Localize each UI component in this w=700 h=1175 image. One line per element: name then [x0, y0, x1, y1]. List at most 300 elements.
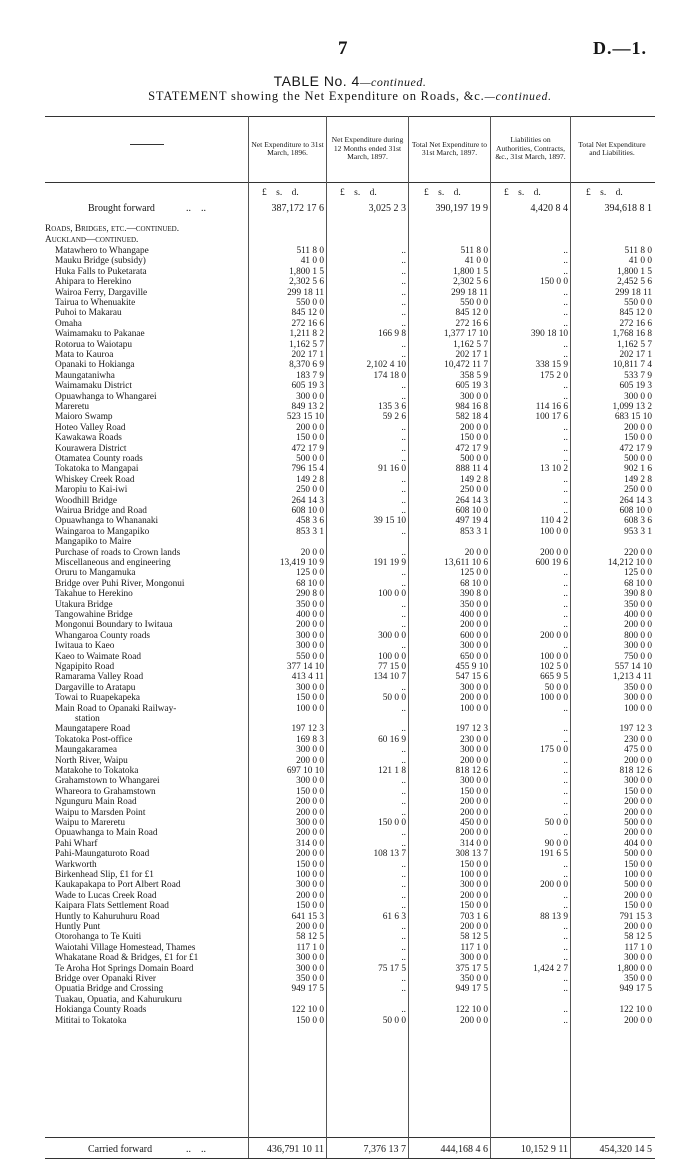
row-value: ..	[401, 828, 406, 839]
row-label: Pahi Wharf	[55, 838, 98, 849]
table-row	[0, 704, 700, 714]
row-value: ..	[563, 246, 568, 256]
row-value: ..	[401, 942, 406, 953]
row-value: 175 0 0	[540, 745, 568, 756]
row-label: Bridge over Opanaki River	[55, 974, 156, 984]
row-value: 100 0 0	[296, 870, 324, 880]
table-row	[0, 839, 700, 849]
header-dash	[130, 144, 164, 145]
table-row	[0, 683, 700, 693]
row-value: 200 0 0	[460, 422, 488, 433]
row-value: 200 0 0	[460, 828, 488, 839]
header-bottom-rule	[45, 182, 655, 183]
row-value: 200 0 0	[460, 890, 488, 901]
table-row	[0, 444, 700, 454]
row-label: Waimamaku District	[55, 381, 132, 392]
row-label: North River, Waipu	[55, 755, 128, 766]
table-row	[0, 922, 700, 932]
row-label: Tangowahine Bridge	[55, 610, 133, 620]
row-value: 350 0 0	[296, 974, 324, 984]
row-value: 605 19 3	[455, 381, 488, 392]
row-value: 8,370 6 9	[289, 360, 324, 371]
row-value: 375 17 5	[455, 963, 488, 974]
row-label: Opuawhanga to Main Road	[55, 828, 158, 839]
row-value: ..	[401, 350, 406, 360]
table-row	[0, 828, 700, 838]
table-row	[0, 735, 700, 745]
row-value: 125 0 0	[460, 568, 488, 579]
row-value: 150 0 0	[296, 1015, 324, 1026]
row-value: ..	[401, 880, 406, 891]
row-value: 308 13 7	[455, 849, 488, 860]
row-value: 100 0 0	[624, 703, 652, 714]
row-value: 183 7 9	[296, 370, 324, 381]
row-value: 264 14 3	[619, 495, 652, 506]
row-value: 272 16 6	[291, 318, 324, 329]
table-row	[0, 516, 700, 526]
row-value: ..	[563, 1015, 568, 1026]
row-value: 800 0 0	[624, 630, 652, 641]
row-value: 149 2 8	[624, 474, 652, 485]
unit-label: £ s. d.	[340, 188, 377, 198]
row-value: ..	[401, 391, 406, 402]
row-value: ..	[563, 589, 568, 600]
row-value: ..	[401, 422, 406, 433]
row-value: 455 9 10	[455, 662, 488, 672]
row-value: ..	[563, 922, 568, 932]
row-value: 500 0 0	[624, 818, 652, 828]
row-value: ..	[401, 755, 406, 766]
row-value: 58 12 5	[460, 932, 488, 943]
row-value: 197 12 3	[619, 724, 652, 735]
row-value: ..	[563, 807, 568, 818]
table-row	[0, 620, 700, 630]
row-value: 533 7 9	[624, 370, 652, 381]
row-label-continuation	[0, 714, 700, 724]
row-value: ..	[401, 682, 406, 693]
table-row	[0, 797, 700, 807]
row-value: 300 0 0	[624, 391, 652, 402]
row-value: 58 12 5	[624, 932, 652, 943]
row-value: 200 0 0	[460, 620, 488, 631]
row-value: ..	[563, 454, 568, 464]
row-value: 550 0 0	[460, 298, 488, 308]
row-label: Kawakawa Roads	[55, 433, 122, 444]
row-value: 200 0 0	[460, 807, 488, 818]
row-label: Waiotahi Village Homestead, Thames	[55, 942, 196, 953]
row-value: 200 0 0	[540, 880, 568, 891]
row-value: 300 0 0	[296, 391, 324, 402]
row-value: ..	[401, 890, 406, 901]
carried-forward-value: 436,791 10 11	[266, 1144, 324, 1155]
row-value: 125 0 0	[296, 568, 324, 579]
row-value: 100 0 0	[460, 703, 488, 714]
row-value: 683 15 10	[614, 412, 652, 423]
row-value: 75 17 5	[378, 963, 406, 974]
row-value: ..	[401, 433, 406, 444]
row-value: 14,212 10 0	[607, 558, 652, 568]
row-value: 100 0 0	[460, 870, 488, 880]
row-value: ..	[401, 870, 406, 880]
row-value: 350 0 0	[296, 599, 324, 610]
row-value: 845 12 0	[291, 308, 324, 319]
leader-dots: .. ..	[186, 1144, 206, 1155]
row-value: ..	[563, 953, 568, 964]
row-value: 853 3 1	[460, 526, 488, 537]
row-value: 90 0 0	[544, 838, 568, 849]
row-value: 1,099 13 2	[612, 402, 652, 412]
table-row	[0, 641, 700, 651]
table-row	[0, 600, 700, 610]
row-value: 1,162 5 7	[453, 339, 488, 350]
row-value: ..	[563, 620, 568, 631]
row-value: ..	[401, 339, 406, 350]
row-value: 605 19 3	[619, 381, 652, 392]
row-value: 220 0 0	[624, 547, 652, 558]
row-value: 200 0 0	[296, 422, 324, 433]
row-value: 390 8 0	[460, 589, 488, 600]
row-value: 122 10 0	[291, 1005, 324, 1016]
table-row	[0, 652, 700, 662]
table-row	[0, 288, 700, 298]
carried-forward-value: 454,320 14 5	[599, 1144, 652, 1155]
row-value: 300 0 0	[460, 953, 488, 964]
row-value: 100 0 0	[296, 703, 324, 714]
row-value: 200 0 0	[624, 1015, 652, 1026]
row-value: ..	[401, 901, 406, 912]
row-value: 77 15 0	[378, 662, 406, 672]
row-value: ..	[563, 298, 568, 308]
row-value: 272 16 6	[619, 318, 652, 329]
carried-forward-value: 10,152 9 11	[520, 1144, 568, 1155]
row-value: 150 0 0	[624, 901, 652, 912]
row-value: ..	[563, 870, 568, 880]
table-row	[0, 360, 700, 370]
table-row	[0, 381, 700, 391]
row-label: Birkenhead Slip, £1 for £1	[55, 870, 154, 880]
table-row	[0, 308, 700, 318]
row-value: 197 12 3	[455, 724, 488, 735]
row-value: 390 8 0	[624, 589, 652, 600]
row-value: ..	[401, 547, 406, 558]
col-header-total-net-exp-1897: Total Net Expenditure to 31st March, 1897.	[411, 139, 488, 157]
row-value: 20 0 0	[300, 547, 324, 558]
row-label: Whiskey Creek Road	[55, 474, 135, 485]
row-value: 150 0 0	[460, 859, 488, 870]
row-value: 582 18 4	[455, 412, 488, 423]
row-value: ..	[563, 495, 568, 506]
row-value: 121 1 8	[378, 766, 406, 776]
row-value: 497 19 4	[455, 516, 488, 527]
row-value: 100 0 0	[540, 651, 568, 662]
leader-dots: .. ..	[186, 203, 206, 214]
table-row	[0, 672, 700, 682]
row-value: 949 17 5	[619, 984, 652, 995]
row-value: 191 19 9	[373, 558, 406, 568]
row-value: 134 10 7	[373, 672, 406, 683]
row-label: Huntly to Kahuruhuru Road	[55, 911, 160, 922]
row-label: Opanaki to Hokianga	[55, 360, 135, 371]
table-row	[0, 433, 700, 443]
table-row	[0, 423, 700, 433]
row-value: 200 0 0	[540, 547, 568, 558]
row-value: ..	[563, 578, 568, 589]
row-value: 350 0 0	[624, 599, 652, 610]
row-value: 149 2 8	[460, 474, 488, 485]
row-value: 300 0 0	[296, 776, 324, 787]
row-value: 500 0 0	[624, 849, 652, 860]
row-label-line2: Mangapiko to Maire	[55, 537, 132, 548]
table-row	[0, 1016, 700, 1026]
carried-forward-label: Carried forward	[88, 1144, 153, 1155]
row-value: ..	[563, 797, 568, 808]
row-value: 272 16 6	[455, 318, 488, 329]
page-number: 7	[338, 38, 348, 59]
row-value: ..	[401, 786, 406, 797]
row-label: Mata to Kauroa	[55, 350, 114, 360]
table-row	[0, 454, 700, 464]
row-value: 608 10 0	[455, 506, 488, 516]
row-value: 197 12 3	[291, 724, 324, 735]
row-value: 169 8 3	[296, 734, 324, 745]
row-label: Waipu to Marsden Point	[55, 807, 146, 818]
row-value: ..	[563, 942, 568, 953]
row-value: 1,768 16 8	[612, 329, 652, 340]
table-row	[0, 974, 700, 984]
row-value: 500 0 0	[624, 880, 652, 891]
row-value: 264 14 3	[291, 495, 324, 506]
table-row	[0, 662, 700, 672]
table-row	[0, 1005, 700, 1015]
row-value: 550 0 0	[296, 298, 324, 308]
row-value: 61 6 3	[382, 911, 406, 922]
row-label: Wade to Lucas Creek Road	[55, 890, 157, 901]
row-value: 300 0 0	[296, 745, 324, 756]
row-value: 299 18 11	[287, 287, 324, 298]
row-value: 41 0 0	[464, 256, 488, 267]
table-row	[0, 870, 700, 880]
row-label: Otamatea County roads	[55, 454, 143, 464]
row-value: 1,162 5 7	[617, 339, 652, 350]
row-value: 150 0 0	[378, 818, 406, 828]
row-value: 791 15 3	[619, 911, 652, 922]
row-value: 1,211 8 2	[289, 329, 324, 340]
row-value: 200 0 0	[296, 620, 324, 631]
row-value: 650 0 0	[460, 651, 488, 662]
table-row	[0, 766, 700, 776]
row-value: 300 0 0	[624, 641, 652, 652]
row-value: 200 0 0	[460, 1015, 488, 1026]
row-value: ..	[563, 266, 568, 277]
row-value: ..	[401, 610, 406, 620]
row-value: 1,213 4 11	[612, 672, 652, 683]
table-row	[0, 818, 700, 828]
row-value: 122 10 0	[619, 1005, 652, 1016]
row-value: ..	[563, 828, 568, 839]
row-value: 697 10 10	[286, 766, 324, 776]
row-value: 100 0 0	[378, 589, 406, 600]
table-row	[0, 589, 700, 599]
row-value: 200 0 0	[624, 797, 652, 808]
row-value: 60 16 9	[378, 734, 406, 745]
row-label: Miscellaneous and engineering	[55, 558, 171, 568]
row-label-continuation	[0, 995, 700, 1005]
row-value: 200 0 0	[624, 828, 652, 839]
row-label: Matawhero to Whangape	[55, 246, 149, 256]
row-value: 818 12 6	[619, 766, 652, 776]
row-value: 102 5 0	[540, 662, 568, 672]
row-value: 200 0 0	[296, 797, 324, 808]
table-row	[0, 860, 700, 870]
row-value: 150 0 0	[296, 786, 324, 797]
row-label: Waingaroa to Mangapiko	[55, 526, 150, 537]
row-value: ..	[563, 256, 568, 267]
row-value: 511 8 0	[624, 246, 652, 256]
table-row	[0, 610, 700, 620]
row-value: 608 3 6	[624, 516, 652, 527]
row-value: 91 16 0	[378, 464, 406, 475]
row-value: 300 0 0	[296, 953, 324, 964]
row-value: ..	[401, 953, 406, 964]
row-value: 450 0 0	[460, 818, 488, 828]
row-label: Bridge over Puhi River, Mongonui	[55, 578, 185, 589]
table-row	[0, 527, 700, 537]
row-value: 50 0 0	[544, 682, 568, 693]
row-value: 200 0 0	[624, 807, 652, 818]
table-row	[0, 787, 700, 797]
row-label: Ahipara to Herekino	[55, 277, 132, 288]
row-value: 472 17 9	[455, 443, 488, 454]
table-row	[0, 558, 700, 568]
row-label: Whangaroa County roads	[55, 630, 151, 641]
row-label: Te Aroha Hot Springs Domain Board	[55, 963, 194, 974]
row-value: 200 0 0	[296, 807, 324, 818]
row-value: 953 3 1	[624, 526, 652, 537]
row-value: 200 0 0	[296, 922, 324, 932]
unit-label: £ s. d.	[262, 188, 299, 198]
row-value: 174 18 0	[373, 370, 406, 381]
row-label: Utakura Bridge	[55, 599, 113, 610]
row-value: ..	[563, 932, 568, 943]
table-row	[0, 724, 700, 734]
row-value: 377 14 10	[286, 662, 324, 672]
row-value: 796 15 4	[291, 464, 324, 475]
row-value: ..	[401, 277, 406, 288]
row-value: 150 0 0	[460, 786, 488, 797]
row-value: 902 1 6	[624, 464, 652, 475]
row-value: 150 0 0	[296, 859, 324, 870]
row-label-line2: Tuakau, Opuatia, and Kahurukuru	[55, 994, 182, 1005]
row-value: 1,800 0 0	[617, 963, 652, 974]
row-label: Opuatia Bridge and Crossing	[55, 984, 164, 995]
row-label: Takahue to Herekino	[55, 589, 133, 600]
row-label-continuation	[0, 537, 700, 547]
row-value: 600 19 6	[535, 558, 568, 568]
row-value: 338 15 9	[535, 360, 568, 371]
table-row	[0, 256, 700, 266]
table-row	[0, 880, 700, 890]
row-value: 200 0 0	[460, 797, 488, 808]
row-label: Dargaville to Aratapu	[55, 682, 136, 693]
row-value: 150 0 0	[540, 277, 568, 288]
row-label: Waimamaku to Pakanae	[55, 329, 145, 340]
row-label: Tokatoka Post-office	[55, 734, 133, 745]
row-value: 557 14 10	[614, 662, 652, 672]
row-value: 200 0 0	[624, 620, 652, 631]
row-value: 68 10 0	[460, 578, 488, 589]
row-label: Puhoi to Makarau	[55, 308, 122, 319]
row-value: 1,424 2 7	[533, 963, 568, 974]
table-row	[0, 267, 700, 277]
brought-forward-label: Brought forward	[88, 203, 155, 214]
row-value: ..	[401, 495, 406, 506]
document-reference: D.—1.	[593, 38, 647, 58]
table-row	[0, 568, 700, 578]
row-value: 853 3 1	[296, 526, 324, 537]
brought-forward-value: 390,197 19 9	[435, 203, 488, 214]
row-value: 110 4 2	[540, 516, 568, 527]
table-row	[0, 943, 700, 953]
row-value: 150 0 0	[296, 693, 324, 704]
row-value: ..	[563, 703, 568, 714]
row-value: 20 0 0	[464, 547, 488, 558]
row-value: 665 9 5	[540, 672, 568, 683]
row-value: 300 0 0	[460, 391, 488, 402]
row-value: ..	[563, 734, 568, 745]
brought-forward-value: 394,618 8 1	[604, 203, 652, 214]
row-value: 1,800 1 5	[453, 266, 488, 277]
row-label: Maioro Swamp	[55, 412, 113, 423]
col-header-total-with-liabilities: Total Net Expenditure and Liabilities.	[578, 139, 646, 157]
row-label: Maungakaramea	[55, 745, 117, 756]
row-value: ..	[401, 797, 406, 808]
table-row	[0, 496, 700, 506]
row-value: ..	[563, 859, 568, 870]
row-value: 314 0 0	[296, 838, 324, 849]
row-label: Mauku Bridge (subsidy)	[55, 256, 146, 267]
row-value: 300 0 0	[624, 776, 652, 787]
row-label: Otorohanga to Te Kuiti	[55, 932, 142, 943]
table-row	[0, 475, 700, 485]
row-label: Kaeo to Waimate Road	[55, 651, 142, 662]
row-value: 100 17 6	[535, 412, 568, 423]
table-row	[0, 371, 700, 381]
table-row	[0, 485, 700, 495]
row-value: ..	[401, 256, 406, 267]
row-value: 202 17 1	[291, 350, 324, 360]
row-label: Wairoa Ferry, Dargaville	[55, 287, 148, 298]
row-value: ..	[401, 984, 406, 995]
row-value: ..	[563, 755, 568, 766]
row-value: 400 0 0	[624, 610, 652, 620]
table-row	[0, 412, 700, 422]
row-value: 230 0 0	[624, 734, 652, 745]
row-value: 290 8 0	[296, 589, 324, 600]
row-value: 175 2 0	[540, 370, 568, 381]
row-value: 390 18 10	[530, 329, 568, 340]
row-value: 404 0 0	[624, 838, 652, 849]
row-value: ..	[563, 443, 568, 454]
row-value: ..	[401, 745, 406, 756]
row-value: 1,800 1 5	[289, 266, 324, 277]
row-label: Ngunguru Main Road	[55, 797, 137, 808]
row-value: ..	[563, 381, 568, 392]
row-value: 200 0 0	[460, 693, 488, 704]
row-label: Tokatoka to Mangapai	[55, 464, 139, 475]
row-value: 400 0 0	[460, 610, 488, 620]
row-label: Mititai to Tokatoka	[55, 1015, 127, 1026]
row-value: ..	[401, 308, 406, 319]
